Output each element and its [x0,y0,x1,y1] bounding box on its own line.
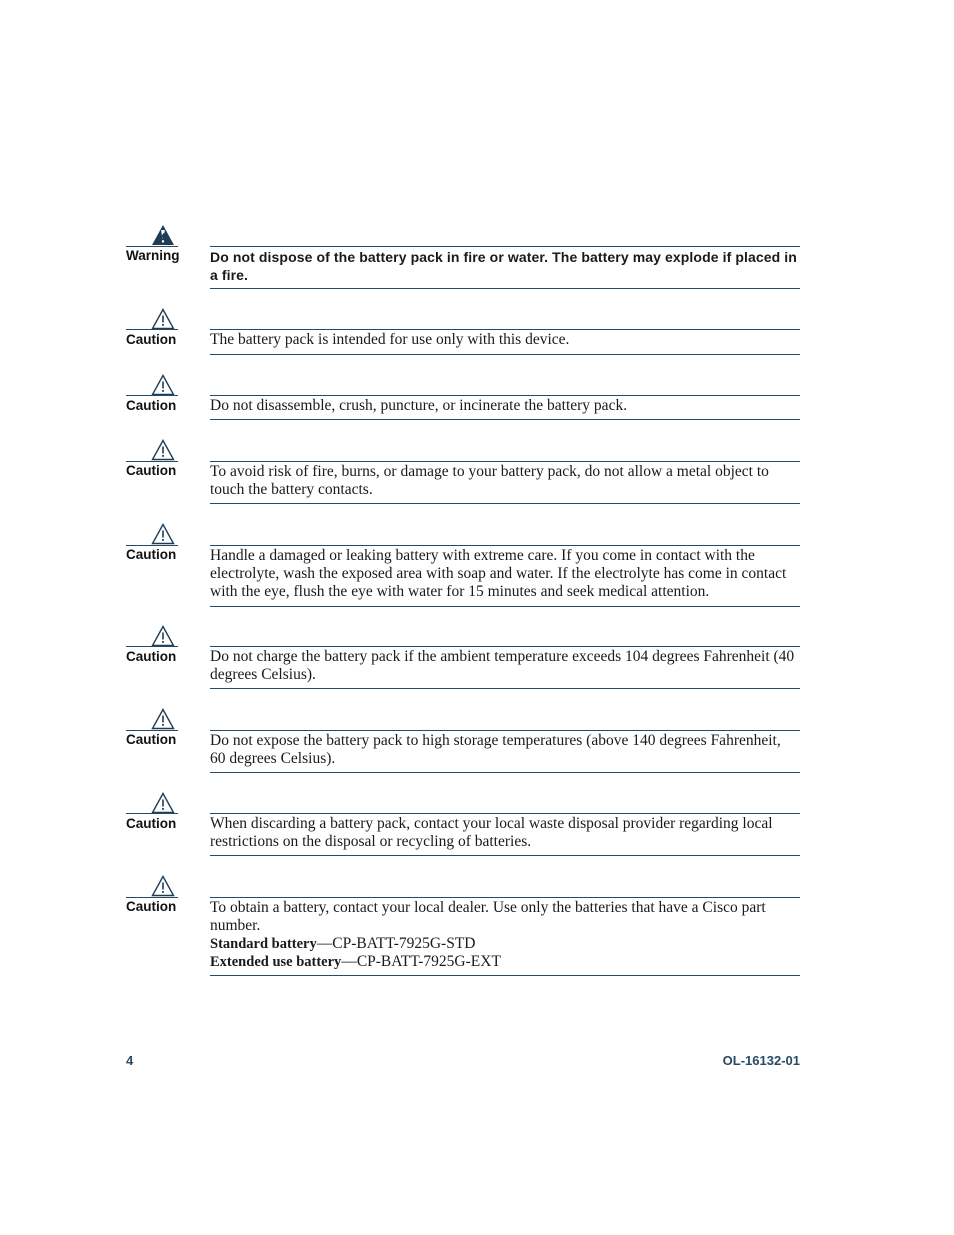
caution-icon [151,374,175,396]
extended-battery-line [210,953,800,971]
warning-icon-rule [126,246,178,247]
caution-icon-rule [126,646,178,647]
caution-icon-rule [126,329,178,330]
caution-box [210,813,800,856]
caution-box [210,897,800,976]
caution-box [210,545,800,607]
caution-label: Caution [126,649,177,664]
caution-icon-rule [126,897,178,898]
caution-box [210,329,800,355]
caution-icon [151,875,175,897]
warning-icon [151,224,175,246]
caution-text: The battery pack is intended for use only with this device. [210,331,570,348]
extended-battery-label: Extended use battery [210,954,342,970]
caution-text: When discarding a battery pack, contact your local waste disposal provider regarding local restrictions on the disposal or recycling of batteries. [210,815,773,850]
caution-icon [151,792,175,814]
caution-label: Caution [126,547,177,562]
caution-icon-rule [126,461,178,462]
caution-text: To obtain a battery, contact your local dealer. Use only the batteries that have a Cisco part number. [210,899,766,934]
standard-battery-line [210,935,800,953]
warning-box [210,246,800,289]
document-id: OL-16132-01 [722,1053,800,1068]
caution-icon-rule [126,395,178,396]
caution-text: Handle a damaged or leaking battery with extreme care. If you come in contact with the electrolyte, wash the exposed area with soap and water. If the electrolyte has come in contact with the eye, flush the eye with water for 15 minutes and seek medical attention. [210,547,787,600]
caution-icon [151,625,175,647]
caution-icon-rule [126,545,178,546]
caution-text: To avoid risk of fire, burns, or damage to your battery pack, do not allow a metal object to touch the battery contacts. [210,463,769,498]
warning-label: Warning [126,248,180,263]
caution-icon [151,523,175,545]
extended-battery-part: —CP-BATT-7925G-EXT [341,953,501,970]
caution-icon [151,708,175,730]
caution-box [210,461,800,504]
caution-box [210,730,800,773]
caution-label: Caution [126,463,177,478]
caution-label: Caution [126,398,177,413]
caution-box [210,395,800,420]
page-number: 4 [126,1053,134,1068]
caution-text: Do not disassemble, crush, puncture, or incinerate the battery pack. [210,397,628,414]
standard-battery-part: —CP-BATT-7925G-STD [316,935,476,952]
caution-label: Caution [126,816,177,831]
caution-icon-rule [126,813,178,814]
caution-text: Do not expose the battery pack to high storage temperatures (above 140 degrees Fahrenheit, 60 degrees Celsius). [210,732,781,767]
standard-battery-label: Standard battery [210,936,317,952]
caution-label: Caution [126,732,177,747]
caution-icon [151,308,175,330]
warning-text: Do not dispose of the battery pack in fire or water. The battery may explode if placed in a fire. [210,249,797,283]
caution-box [210,646,800,689]
caution-label: Caution [126,899,177,914]
caution-text: Do not charge the battery pack if the ambient temperature exceeds 104 degrees Fahrenheit (40 degrees Celsius). [210,648,795,683]
caution-label: Caution [126,332,177,347]
caution-icon [151,439,175,461]
caution-icon-rule [126,730,178,731]
